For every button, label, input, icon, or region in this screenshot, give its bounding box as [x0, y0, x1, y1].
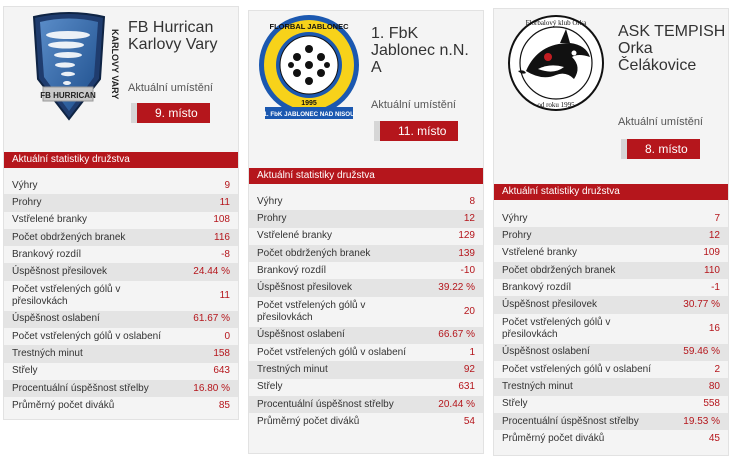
team-card-hurrican: [3, 6, 239, 420]
stat-value: 85: [218, 399, 230, 411]
stat-row-goal-difference: [494, 279, 728, 296]
stat-row-losses: [249, 210, 483, 227]
stat-row-powerplay-rate: [249, 279, 483, 296]
stat-value: 108: [213, 214, 230, 226]
stat-row-shots: [249, 379, 483, 396]
stats-header: Aktuální statistiky družstva: [494, 184, 728, 200]
stat-value: 39.22 %: [438, 282, 475, 294]
stat-row-penalty-kill-rate: [494, 344, 728, 361]
stat-value: 24.44 %: [193, 266, 230, 278]
stat-row-shots: [4, 363, 238, 380]
stat-label: Úspěšnost přesilovek: [12, 266, 108, 278]
stat-value: 16.80 %: [193, 382, 230, 394]
stat-label: Trestných minut: [12, 348, 83, 360]
stat-label: Brankový rozdíl: [502, 281, 571, 293]
stat-row-shooting-pct: [494, 413, 728, 430]
stat-value: 9: [224, 179, 230, 191]
stat-label: Vstřelené branky: [257, 230, 333, 242]
stat-label: Počet vstřelených gólů v oslabení: [257, 346, 406, 358]
stat-value: 1: [469, 346, 475, 358]
stat-row-shooting-pct: [4, 380, 238, 397]
stat-row-goals-conceded: [249, 245, 483, 262]
stat-label: Počet vstřelených gólů v přesilovkách: [257, 299, 366, 323]
stat-value: 30.77 %: [683, 299, 720, 311]
stat-label: Procentuální úspěšnost střelby: [12, 382, 149, 394]
stat-label: Střely: [257, 381, 283, 393]
stat-label: Procentuální úspěšnost střelby: [502, 415, 639, 427]
stat-value: 80: [708, 381, 720, 393]
stat-label: Prohry: [257, 212, 287, 224]
stat-row-goals-scored: [249, 228, 483, 245]
stat-row-penalty-kill-rate: [249, 327, 483, 344]
stat-label: Počet obdržených branek: [257, 247, 371, 259]
stat-value: 20: [463, 305, 475, 317]
stat-value: 20.44 %: [438, 398, 475, 410]
stat-label: Střely: [502, 398, 528, 410]
stat-value: 558: [703, 398, 720, 410]
place-badge: 8. místo: [621, 139, 700, 159]
stat-label: Trestných minut: [257, 364, 328, 376]
stat-label: Počet vstřelených gólů v přesilovkách: [12, 283, 121, 307]
stat-row-penalty-kill-rate: [4, 311, 238, 328]
stat-label: Výhry: [257, 195, 283, 207]
stats-header: Aktuální statistiky družstva: [249, 168, 483, 184]
orca-circle-logo[interactable]: [508, 13, 604, 113]
stat-label: Brankový rozdíl: [12, 248, 81, 260]
stat-row-powerplay-goals: [249, 297, 483, 327]
stat-row-goal-difference: [4, 246, 238, 263]
stat-row-attendance: [494, 430, 728, 447]
stat-label: Výhry: [502, 212, 528, 224]
place-badge: 11. místo: [374, 121, 458, 141]
stat-row-penalty-minutes: [249, 361, 483, 378]
logo-text-top: FB HURRICAN: [40, 91, 96, 100]
hurricane-shield-logo[interactable]: [12, 9, 126, 121]
stat-value: 66.67 %: [438, 329, 475, 341]
logo-text-side: KARLOVY VARY: [110, 29, 120, 100]
stat-row-losses: [494, 227, 728, 244]
stat-value: 110: [704, 264, 720, 276]
stat-row-goals-conceded: [4, 229, 238, 246]
stat-row-powerplay-goals: [4, 281, 238, 311]
stat-row-goals-conceded: [494, 262, 728, 279]
logo-text-bottom: 1. FbK JABLONEC NAD NISOU: [263, 111, 355, 118]
stat-value: 92: [463, 364, 475, 376]
stat-row-powerplay-rate: [494, 296, 728, 313]
floorball-ball-logo[interactable]: [257, 13, 361, 121]
stat-label: Počet obdržených branek: [12, 231, 126, 243]
stat-value: 54: [463, 415, 475, 427]
stat-label: Počet obdržených branek: [502, 264, 616, 276]
stats-table: [494, 210, 728, 448]
place-label: Aktuální umístění: [618, 116, 703, 128]
stat-label: Úspěšnost oslabení: [12, 313, 100, 325]
stat-row-goals-scored: [4, 212, 238, 229]
stat-label: Počet vstřelených gólů v přesilovkách: [502, 316, 611, 340]
stat-label: Brankový rozdíl: [257, 264, 326, 276]
stat-value: 19.53 %: [683, 415, 720, 427]
stat-value: 116: [214, 231, 230, 243]
stat-row-losses: [4, 194, 238, 211]
logo-text-year: 1995: [301, 100, 317, 107]
stat-row-goals-scored: [494, 245, 728, 262]
stat-row-shooting-pct: [249, 396, 483, 413]
stat-row-wins: [494, 210, 728, 227]
stat-value: 2: [714, 363, 720, 375]
stat-label: Trestných minut: [502, 381, 573, 393]
stat-label: Průměrný počet diváků: [502, 432, 605, 444]
stat-value: 11: [219, 289, 230, 301]
stat-value: 0: [224, 330, 230, 342]
stat-label: Úspěšnost přesilovek: [502, 299, 598, 311]
stat-row-powerplay-rate: [4, 263, 238, 280]
team-card-jablonec: [248, 10, 484, 454]
stat-value: -1: [711, 281, 720, 293]
team-name[interactable]: 1. FbK Jablonec n.N. A: [371, 25, 469, 76]
stats-table: [4, 177, 238, 415]
logo-text-top: FLORBAL JABLONEC: [269, 22, 349, 31]
stat-label: Počet vstřelených gólů v oslabení: [12, 330, 161, 342]
stat-label: Vstřelené branky: [12, 214, 88, 226]
stat-row-shorthanded-goals: [249, 344, 483, 361]
stat-value: -10: [460, 264, 475, 276]
stat-row-shorthanded-goals: [494, 361, 728, 378]
stat-label: Úspěšnost oslabení: [502, 346, 590, 358]
stat-value: 7: [714, 212, 720, 224]
stats-header: Aktuální statistiky družstva: [4, 152, 238, 168]
stat-row-shorthanded-goals: [4, 328, 238, 345]
stat-row-attendance: [4, 397, 238, 414]
stat-value: 16: [708, 322, 720, 334]
stat-row-penalty-minutes: [4, 345, 238, 362]
stat-label: Počet vstřelených gólů v oslabení: [502, 363, 651, 375]
stat-value: 61.67 %: [193, 313, 230, 325]
place-label: Aktuální umístění: [371, 99, 456, 111]
logo-text-bottom: od roku 1995: [537, 101, 575, 109]
stat-value: 139: [458, 247, 475, 259]
stat-label: Průměrný počet diváků: [12, 399, 115, 411]
stat-value: 631: [458, 381, 475, 393]
stat-row-goal-difference: [249, 262, 483, 279]
stats-table: [249, 193, 483, 431]
stat-row-wins: [4, 177, 238, 194]
stat-label: Úspěšnost oslabení: [257, 329, 345, 341]
stat-value: -8: [221, 248, 230, 260]
stat-label: Úspěšnost přesilovek: [257, 282, 353, 294]
stat-label: Střely: [12, 365, 38, 377]
stat-row-penalty-minutes: [494, 378, 728, 395]
team-name[interactable]: ASK TEMPISH Orka Čelákovice: [618, 23, 726, 74]
stat-value: 643: [213, 365, 230, 377]
stat-row-attendance: [249, 413, 483, 430]
team-name[interactable]: FB Hurrican Karlovy Vary: [128, 19, 218, 53]
stat-value: 129: [458, 230, 475, 242]
logo-text-top: Florbalový klub Orka: [525, 19, 587, 27]
stat-value: 158: [213, 348, 230, 360]
stat-label: Výhry: [12, 179, 38, 191]
stat-row-wins: [249, 193, 483, 210]
stat-label: Prohry: [502, 229, 532, 241]
team-card-orka: [493, 8, 729, 456]
place-badge: 9. místo: [131, 103, 210, 123]
place-label: Aktuální umístění: [128, 82, 213, 94]
stat-row-powerplay-goals: [494, 314, 728, 344]
stat-value: 109: [703, 247, 720, 259]
stat-label: Prohry: [12, 196, 42, 208]
stat-label: Vstřelené branky: [502, 247, 578, 259]
stat-label: Procentuální úspěšnost střelby: [257, 398, 394, 410]
stat-row-shots: [494, 396, 728, 413]
stat-value: 11: [219, 196, 230, 208]
stat-value: 45: [708, 432, 720, 444]
stat-value: 59.46 %: [683, 346, 720, 358]
stat-value: 12: [463, 212, 475, 224]
stat-value: 8: [469, 195, 475, 207]
stat-label: Průměrný počet diváků: [257, 415, 360, 427]
stat-value: 12: [708, 229, 720, 241]
